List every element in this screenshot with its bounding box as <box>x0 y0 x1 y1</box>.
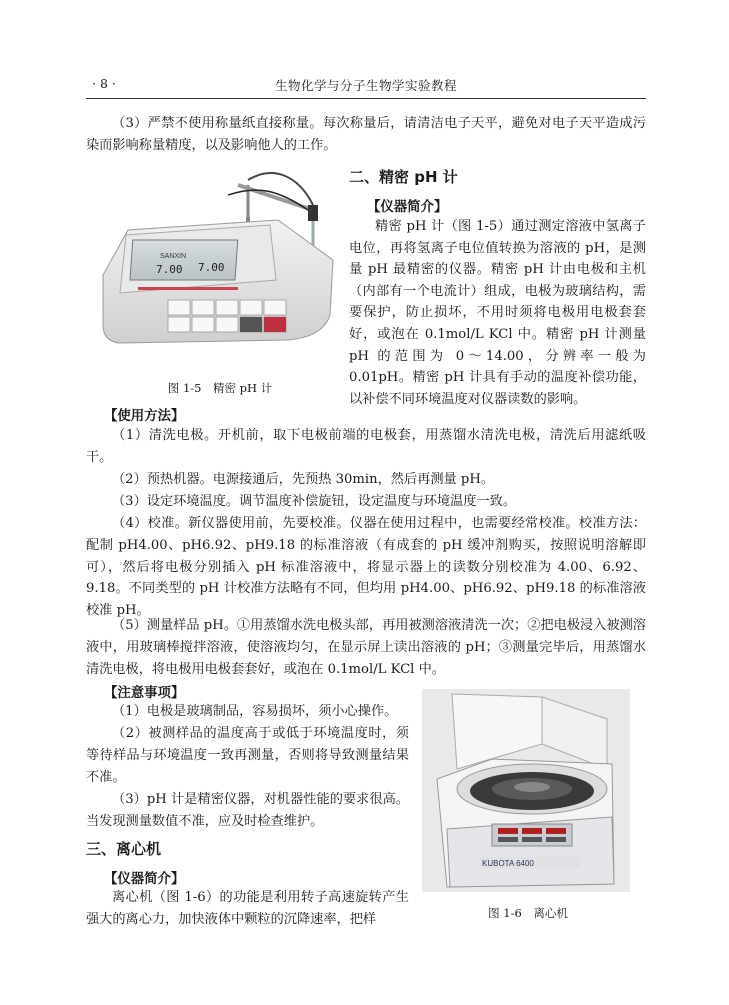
meter-display-right: 7.00 <box>198 261 225 274</box>
page-number: · 8 · <box>92 76 116 91</box>
page-header <box>86 76 646 96</box>
meter-display-left: 7.00 <box>156 263 183 276</box>
ph-meter-figure <box>98 165 338 350</box>
note-1: （1）电极是玻璃制品，容易损坏，须小心操作。 <box>112 704 398 719</box>
centrifuge-brand: KUBOTA 6400 <box>482 859 534 868</box>
section-3-intro-text: 离心机（图 1-6）的功能是利用转子高速旋转产生强大的离心力，加快液体中颗粒的沉降速率，把样 <box>86 890 409 927</box>
usage-step-2: （2）预热机器。电源接通后，先预热 30min，然后再测量 pH。 <box>112 472 495 487</box>
note-3: （3）pH 计是精密仪器，对机器性能的要求很高。当发现测量数值不准，应及时检查维护。 <box>86 792 409 829</box>
section-3-heading: 三、离心机 <box>86 840 162 858</box>
note-2: （2）被测样品的温度高于或低于环境温度时，须等待样品与环境温度一致再测量，否则将导致测量结果不准。 <box>86 726 409 785</box>
figure-1-5-caption: 图 1-5 精密 pH 计 <box>167 381 273 395</box>
notes-heading: 【注意事项】 <box>104 686 185 701</box>
running-title: 生物化学与分子生物学实验教程 <box>274 78 457 93</box>
intro-paragraph: （3）严禁不使用称量纸直接称量。每次称量后，请清洁电子天平，避免对电子天平造成污染而影响称量精度，以及影响他人的工作。 <box>86 116 646 153</box>
meter-key-red <box>264 317 286 332</box>
header-rule <box>86 98 646 99</box>
section-2-intro-heading: 【仪器简介】 <box>367 200 448 215</box>
section-2-intro-text: 精密 pH 计（图 1-5）通过测定溶液中氢离子电位，再将氢离子电位值转换为溶液的 pH，是测量 pH 最精密的仪器。精密 pH 计由电极和主机（内部有一个电流计）组成，电极为玻璃结构，需要保护，防止损坏，不用时须将电极用电极套套好，或泡在 0.1mol/L KCl 中。精密 pH 计测量 pH 的范围为 0～14.00，分辨率一般为 0.01pH。精密 pH 计具有手动的温度补偿功能，以补偿不同环境温度对仪器读数的影响。 <box>349 219 646 407</box>
usage-step-1: （1）清洗电极。开机前，取下电极前端的电极套，用蒸馏水清洗电极，清洗后用滤纸吸干。 <box>86 428 646 465</box>
section-2-heading: 二、精密 pH 计 <box>349 168 458 186</box>
meter-brand: SANXIN <box>160 253 187 260</box>
figure-1-6-caption: 图 1-6 离心机 <box>488 906 568 920</box>
meter-key-dark <box>240 317 262 332</box>
usage-step-5: （5）测量样品 pH。①用蒸馏水洗电极头部，再用被测溶液清洗一次；②把电极浸入被测溶液中，用玻璃棒搅拌溶液，使溶液均匀，在显示屏上读出溶液的 pH；③测量完毕后，用蒸馏水清洗电极，将电极用电极套套好，或泡在 0.1mol/L KCl 中。 <box>86 618 646 677</box>
centrifuge-figure <box>422 689 630 892</box>
usage-step-3: （3）设定环境温度。调节温度补偿旋钮，设定温度与环境温度一致。 <box>112 494 517 509</box>
usage-step-4: （4）校准。新仪器使用前，先要校准。仪器在使用过程中，也需要经常校准。校准方法：配制 pH4.00、pH6.92、pH9.18 的标准溶液（有成套的 pH 缓冲剂购买，按照说明溶解即可），然后将电极分别插入 pH 标准溶液中，将显示器上的读数分别校准为 4.00、6.92、9.18。不同类型的 pH 计校准方法略有不同，但均用 pH4.00、pH6.92、pH9.18 的标准溶液校准 pH。 <box>86 516 646 619</box>
section-3-intro-heading: 【仪器简介】 <box>104 872 185 887</box>
usage-heading: 【使用方法】 <box>104 409 185 424</box>
